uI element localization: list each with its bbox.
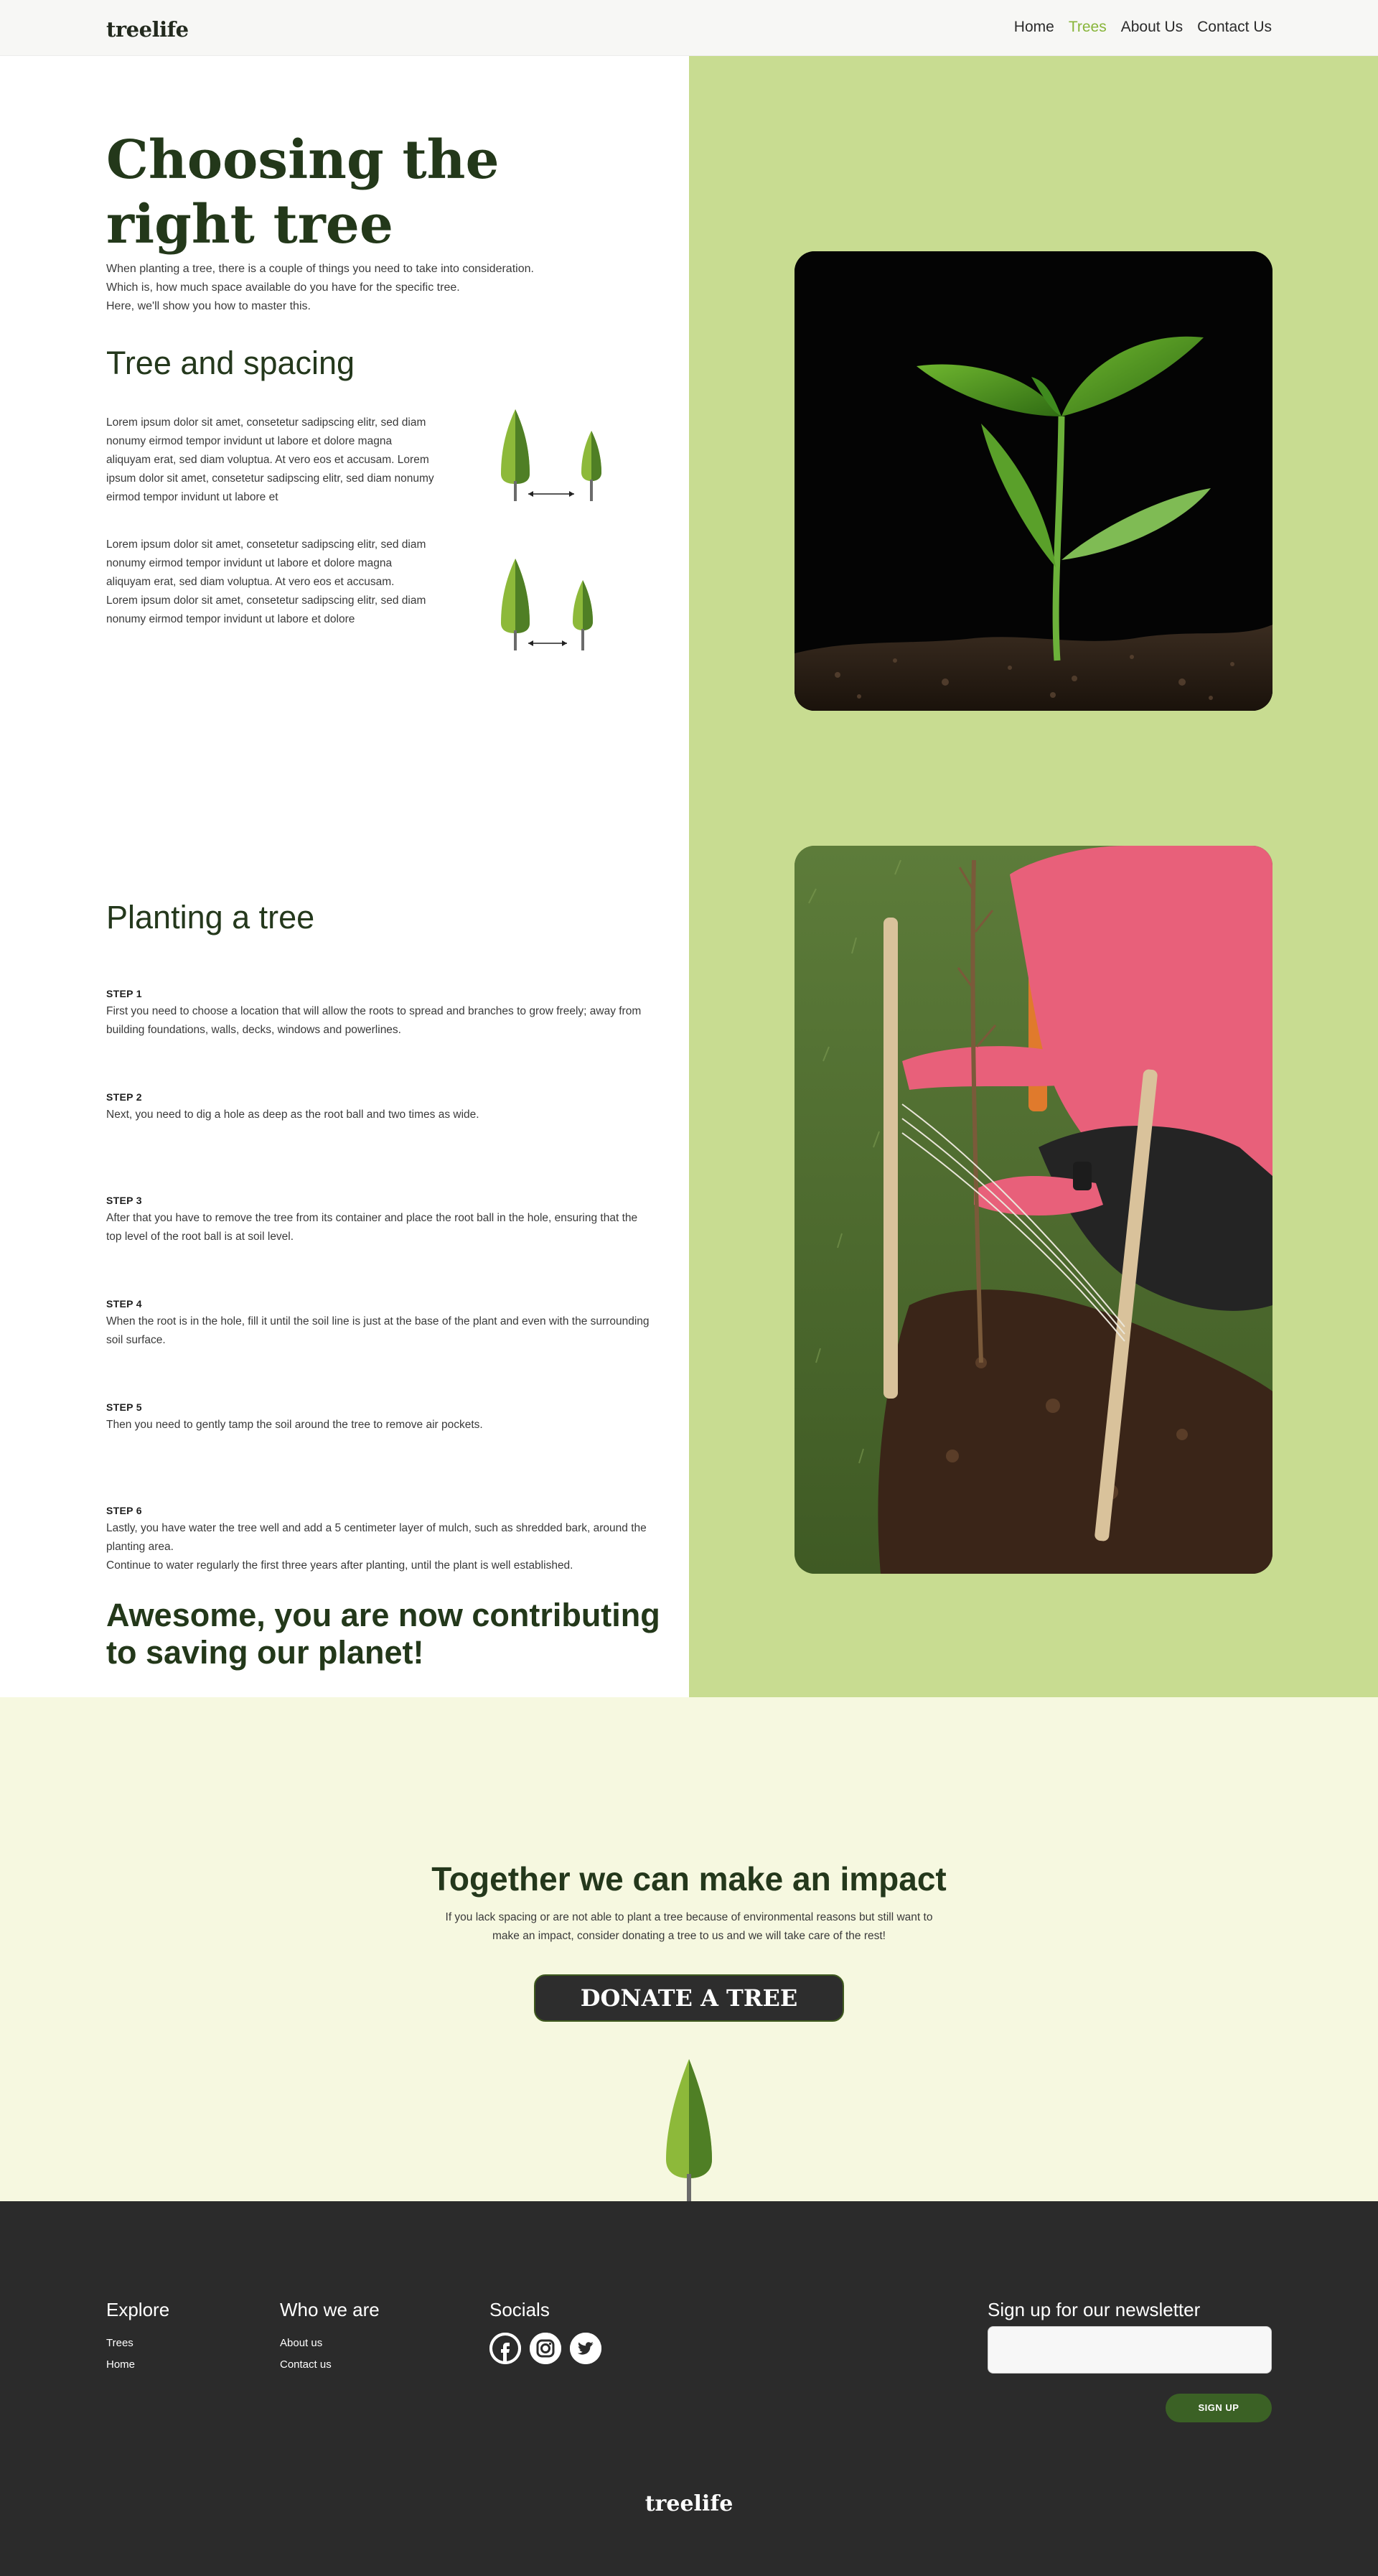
tree-spacing-diagram-icon [495,559,610,655]
footer-link-trees[interactable]: Trees [106,2337,133,2349]
footer-explore-column [106,2299,169,2376]
logo[interactable]: treelife [106,17,189,42]
footer-link-about-us[interactable]: About us [280,2337,323,2349]
step-5-text: Then you need to gently tamp the soil around the tree to remove air pockets. [106,1419,483,1431]
step-2-title: STEP 2 [106,1091,142,1103]
nav-link-home[interactable]: Home [1013,19,1054,35]
newsletter-heading: Sign up for our newsletter [988,2299,1201,2320]
impact-title: Together we can make an impact [431,1860,947,1898]
footer-link-contact-us[interactable]: Contact us [280,2358,332,2371]
step-5-title: STEP 5 [106,1401,142,1413]
step-6-text: Lastly, you have water the tree well and add a 5 centimeter layer of mulch, such as shredded bark, around the planting area. Continue to water regularly the first three years after planting, until the plant is well established. [106,1522,647,1572]
page-title: Choosing the right tree [106,129,500,256]
footer-who-column [280,2299,380,2376]
footer-logo[interactable]: treelife [645,2491,733,2516]
seedling-photo [795,251,1272,711]
impact-section [0,1697,1378,2201]
tree-spacing-diagram-icon [495,409,610,505]
step-1-title: STEP 1 [106,988,142,999]
spacing-paragraph-1: Lorem ipsum dolor sit amet, consetetur sadipscing elitr, sed diam nonumy eirmod tempor invidunt ut labore et dolore magna aliquyam erat, sed diam voluptua. At vero eos et accusam. Lorem ipsum dolor sit amet, consetetur sadipscing elitr, sed diam nonumy eirmod tempor invidunt ut labore et [106,416,434,503]
step-4-title: STEP 4 [106,1298,142,1310]
step-6-title: STEP 6 [106,1505,142,1516]
spacing-paragraph-2: Lorem ipsum dolor sit amet, consetetur sadipscing elitr, sed diam nonumy eirmod tempor invidunt ut labore et dolore magna aliquyam erat, sed diam voluptua. At vero eos et accusam. Lorem ipsum dolor sit amet, consetetur sadipscing elitr, sed diam nonumy eirmod tempor invidunt ut labore et dolore [106,538,426,625]
step-4-text: When the root is in the hole, fill it until the soil line is just at the base of the plant and even with the surrounding soil surface. [106,1315,650,1346]
hero-section [0,56,1378,1697]
twitter-icon[interactable] [570,2333,601,2364]
step-2-text: Next, you need to dig a hole as deep as the root ball and two times as wide. [106,1109,479,1121]
footer-explore-heading: Explore [106,2299,170,2320]
footer-link-home[interactable]: Home [106,2358,136,2371]
top-navigation [0,0,1378,56]
planting-heading: Planting a tree [106,899,315,935]
newsletter-email-input[interactable] [988,2326,1272,2374]
instagram-icon[interactable] [530,2333,561,2364]
tree-icon [660,2059,718,2201]
intro-text: When planting a tree, there is a couple of things you need to take into consideration. Which is, how much space available do you have for the specific tree. Here, we'll show you how to master this. [106,263,534,312]
nav-links [1014,19,1272,36]
step-1-text: First you need to choose a location that will allow the roots to spread and branches to grow freely; away from building foundations, walls, decks, windows and powerlines. [106,1005,642,1036]
footer-socials-column [489,2299,601,2364]
closing-heading: Awesome, you are now contributing to saving our planet! [106,1597,660,1671]
nav-link-contact-us[interactable]: Contact Us [1197,19,1272,35]
nav-link-about-us[interactable]: About Us [1120,19,1184,35]
planting-photo [795,846,1272,1574]
step-3-text: After that you have to remove the tree from its container and place the root ball in the hole, ensuring that the top level of the root ball is at soil level. [106,1212,638,1243]
footer-who-heading: Who we are [280,2299,380,2320]
impact-text: If you lack spacing or are not able to plant a tree because of environmental reasons but still want to make an impact, consider donating a tree to us and we will take care of the rest! [445,1911,933,1942]
newsletter-signup-button[interactable]: SIGN UP [1166,2394,1272,2422]
footer-socials-heading: Socials [489,2299,550,2320]
step-3-title: STEP 3 [106,1195,142,1206]
donate-button[interactable]: DONATE A TREE [534,1974,844,2022]
footer [0,2201,1378,2576]
facebook-icon[interactable] [489,2333,521,2364]
spacing-heading: Tree and spacing [106,345,355,381]
nav-link-trees[interactable]: Trees [1068,19,1107,35]
